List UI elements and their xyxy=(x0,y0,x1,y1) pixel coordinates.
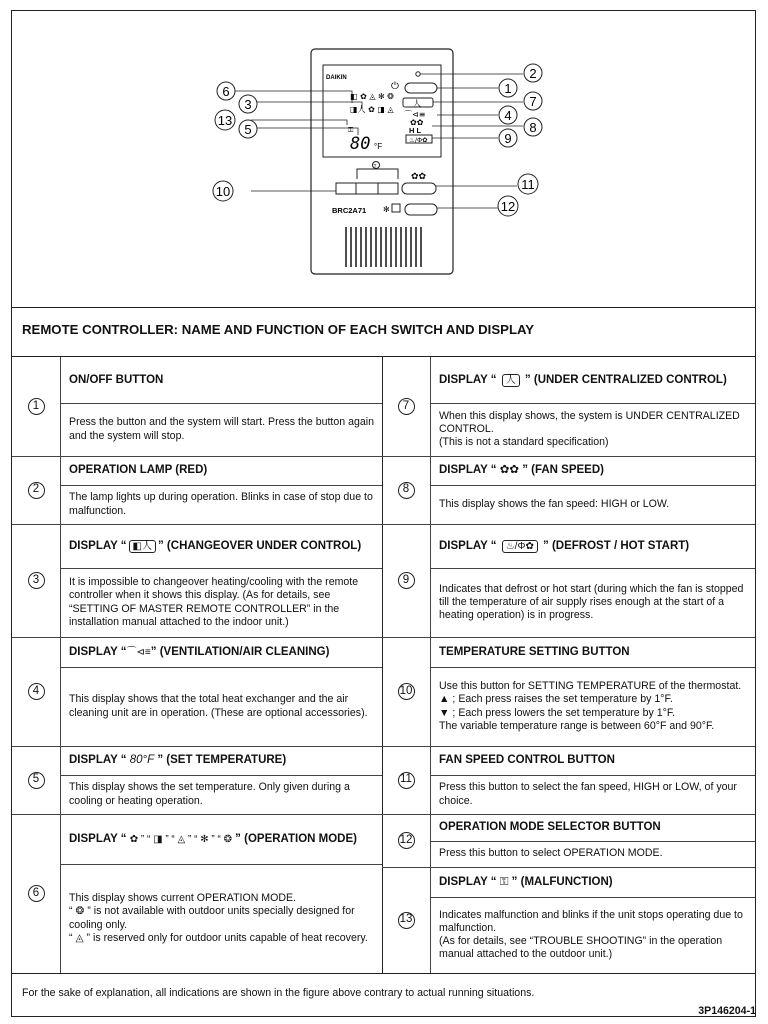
fan-speed-icon: ✿✿ xyxy=(410,118,424,127)
item-number-12: 12 xyxy=(382,814,430,867)
svg-text:9: 9 xyxy=(504,131,512,146)
mode-icons: ◧ ✿ ◬ ✻ ❂ xyxy=(350,92,394,101)
item-number-8: 8 xyxy=(382,456,430,524)
svg-text:5: 5 xyxy=(244,122,252,137)
item-heading-2: OPERATION LAMP (RED) xyxy=(69,464,208,476)
model-label: BRC2A71 xyxy=(332,206,367,215)
defrost-hot-start-icon: ♨/Φ✿ xyxy=(502,540,538,553)
power-symbol: ⏻ xyxy=(391,81,399,92)
footnote: For the sake of explanation, all indications are shown in the figure above contrary to actual running situations. xyxy=(12,973,755,1016)
remote-controller-figure xyxy=(12,11,755,307)
svg-text:✻: ✻ xyxy=(383,205,390,214)
fan-speed-icon: ✿✿ xyxy=(499,464,519,476)
remote-controller-diagram xyxy=(12,11,755,307)
centralized-control-icon: 人 xyxy=(502,374,520,387)
item-heading-3: DISPLAY “ ◧人 ” (CHANGEOVER UNDER CONTROL) xyxy=(69,539,362,552)
item-number-7: 7 xyxy=(382,357,430,456)
svg-text:11: 11 xyxy=(521,177,535,192)
svg-text:6: 6 xyxy=(222,84,230,99)
on-off-button-shape xyxy=(405,83,437,93)
malfunction-icon: ⚿ xyxy=(348,126,354,134)
item-description-8: This display shows the fan speed: HIGH or LOW. xyxy=(439,497,670,510)
svg-text:人: 人 xyxy=(413,99,421,108)
item-number-2: 2 xyxy=(12,456,60,524)
svg-text:12: 12 xyxy=(500,199,516,214)
temp-digits: 80 xyxy=(350,134,371,154)
changeover-icon: ◧人 xyxy=(129,540,156,553)
item-number-11: 11 xyxy=(382,746,430,814)
item-heading-7: DISPLAY “ 人 ” (UNDER CENTRALIZED CONTROL) xyxy=(439,373,727,386)
item-heading-11: FAN SPEED CONTROL BUTTON xyxy=(439,754,615,766)
item-heading-6: DISPLAY “ ✿ ” “ ◨ ” “ ◬ ” “ ✻ ” “ ❂ ” (OPERATION MODE) xyxy=(69,832,357,845)
item-number-13: 13 xyxy=(382,867,430,973)
item-number-10: 10 xyxy=(382,637,430,746)
item-heading-8: DISPLAY “ ✿✿ ” (FAN SPEED) xyxy=(439,464,604,476)
item-description-4: This display shows that the total heat exchanger and the air cleaning unit are in operation. (These are optional accessories). xyxy=(69,693,368,719)
document-frame xyxy=(11,10,756,1017)
item-heading-12: OPERATION MODE SELECTOR BUTTON xyxy=(439,821,661,833)
temperature-button-shape xyxy=(336,183,398,194)
svg-text:4: 4 xyxy=(504,108,512,123)
item-heading-13: DISPLAY “ ⚿ ” (MALFUNCTION) xyxy=(439,875,613,888)
item-number-9: 9 xyxy=(382,524,430,637)
item-description-12: Press this button to select OPERATION MODE. xyxy=(439,847,663,860)
item-heading-4: DISPLAY “⌒⊲≡” (VENTILATION/AIR CLEANING) xyxy=(69,645,330,658)
ventilation-icon: ⌒⊲≡ xyxy=(126,646,151,658)
fan-speed-button-shape xyxy=(402,183,436,194)
item-description-9: Indicates that defrost or hot start (during which the fan is stopped till the temperature of air supply rises enough at the start of a heating operation) is in progress. xyxy=(439,582,744,622)
item-description-10: Use this button for SETTING TEMPERATURE of the thermostat. ▲ ; Each press raises the set temperature by 1°F. ▼ ; Each press lowers the set temperature by 1°F. The variable temperature range is between 60°F and 90°F. xyxy=(439,680,742,732)
item-number-4: 4 xyxy=(12,637,60,746)
svg-text:13: 13 xyxy=(217,113,233,128)
temp-unit: °F xyxy=(374,142,383,151)
item-description-5: This display shows the set temperature. Only given during a cooling or heating operation. xyxy=(69,781,350,807)
item-number-1: 1 xyxy=(12,357,60,456)
item-number-6: 6 xyxy=(12,814,60,973)
item-number-5: 5 xyxy=(12,746,60,814)
svg-text:T: T xyxy=(373,164,377,170)
item-heading-5: DISPLAY “ 80°F ” (SET TEMPERATURE) xyxy=(69,754,287,766)
brand-logo: DAIKIN xyxy=(326,75,347,81)
section-title: REMOTE CONTROLLER: NAME AND FUNCTION OF EACH SWITCH AND DISPLAY xyxy=(12,307,755,357)
svg-text:2: 2 xyxy=(529,66,537,81)
svg-text:7: 7 xyxy=(529,94,537,109)
item-description-1: Press the button and the system will start. Press the button again and the system will stop. xyxy=(69,416,375,442)
item-heading-10: TEMPERATURE SETTING BUTTON xyxy=(439,645,630,658)
operation-mode-icons: ✿ ” “ ◨ ” “ ◬ ” “ ✻ ” “ ❂ xyxy=(129,833,232,845)
item-description-7: When this display shows, the system is UNDER CENTRALIZED CONTROL. (This is not a standard specification) xyxy=(439,409,740,449)
item-description-3: It is impossible to changeover heating/cooling with the remote controller when it shows this display. (As for details, see “SETTING OF MASTER REMOTE CONTROLLER” in the installation manual attached to the indoor unit.) xyxy=(69,576,359,628)
item-number-3: 3 xyxy=(12,524,60,637)
mode-selector-button-shape xyxy=(405,204,437,215)
ventilation-icon: ⌒⊲≡ xyxy=(404,110,426,119)
document-code: 3P146204-1 xyxy=(698,1005,756,1017)
changeover-icon: ◨人 ✿ ◨ ◬ xyxy=(350,105,394,114)
svg-text:♨/Φ✿: ♨/Φ✿ xyxy=(409,136,428,144)
fan-speed-labels: H L xyxy=(409,126,422,135)
svg-text:10: 10 xyxy=(215,184,231,199)
item-description-6: This display shows current OPERATION MODE. “ ❂ ” is not available with outdoor units specially designed for cooling only. “ ◬ ” is reserved only for outdoor units capable of heat recovery. xyxy=(69,892,368,944)
svg-text:8: 8 xyxy=(529,120,537,135)
item-description-13: Indicates malfunction and blinks if the unit stops operating due to malfunction. (As for details, see “TROUBLE SHOOTING” in the operation manual attached to the outdoor unit.) xyxy=(439,908,743,961)
item-description-11: Press this button to select the fan speed, HIGH or LOW, of your choice. xyxy=(439,781,737,807)
malfunction-icon: ⚿ xyxy=(499,875,509,888)
item-description-2: The lamp lights up during operation. Blinks in case of stop due to malfunction. xyxy=(69,491,373,517)
svg-text:1: 1 xyxy=(504,81,512,96)
item-heading-9: DISPLAY “ ♨/Φ✿ ” (DEFROST / HOT START) xyxy=(439,539,690,552)
item-heading-1: ON/OFF BUTTON xyxy=(69,373,164,386)
fan-symbol: ✿✿ xyxy=(411,172,427,182)
set-temperature-icon: 80°F xyxy=(129,754,155,766)
svg-text:3: 3 xyxy=(244,97,252,112)
